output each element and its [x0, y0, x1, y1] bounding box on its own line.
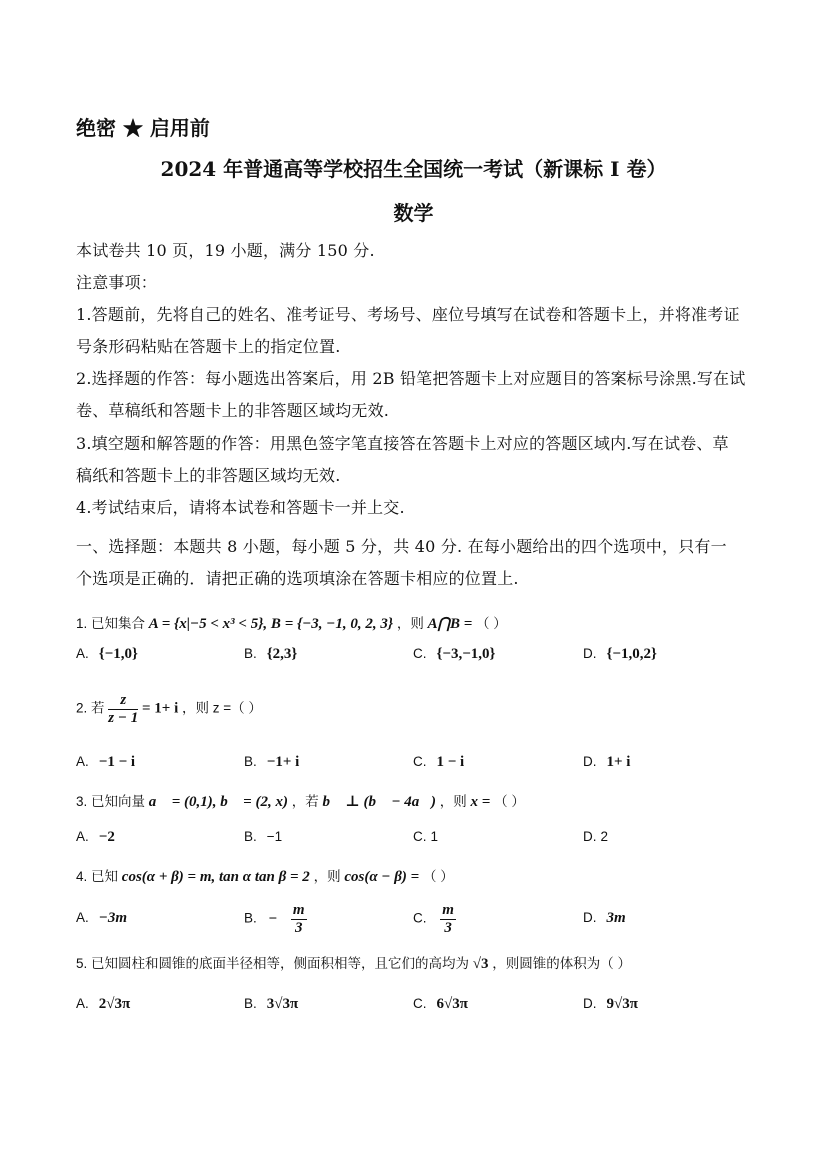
subject-title: 数学	[393, 201, 434, 225]
question-4	[76, 865, 454, 886]
q5-option-b: B. 3√3π	[244, 996, 299, 1012]
notice-1a: 1.答题前，先将自己的姓名、准考证号、考场号、座位号填写在试卷和答题卡上，并将准考证	[76, 305, 740, 324]
question-3-post2: ，则	[439, 794, 467, 809]
exam-summary: 本试卷共 10 页，19 小题，满分 150 分.	[76, 241, 375, 260]
q3-option-d: D. 2	[583, 829, 609, 844]
notice-2a: 2.选择题的作答：每小题选出答案后，用 2B 铅笔把答题卡上对应题目的答案标号涂黑.写在试	[76, 369, 746, 388]
section-heading-line2: 个选项是正确的．请把正确的选项填涂在答题卡相应的位置上.	[76, 569, 519, 588]
q1-option-a: A. {−1,0}	[76, 646, 138, 662]
q3-option-b: B. −1	[244, 829, 283, 844]
question-5	[76, 952, 631, 973]
q4-option-c: C. $\frac{m}{3}$	[413, 902, 454, 936]
question-4-post: ，则	[313, 869, 341, 884]
question-4-math: cos(α + β) = m, tan α tan β = 2	[121, 869, 310, 885]
question-3	[76, 790, 525, 811]
question-2-math: = 1+ i	[141, 700, 179, 717]
question-1-math: A = {x|−5 < x³ < 5}, B = {−3, −1, 0, 2, 3}	[148, 616, 394, 632]
question-3-math: a⃗ = (0,1), b⃗ = (2, x)	[148, 794, 288, 810]
question-2-fraction: $\frac{z}{z - 1}$	[108, 692, 139, 726]
notice-4: 4.考试结束后，请将本试卷和答题卡一并上交.	[76, 498, 405, 517]
question-3-stem: 3. 已知向量	[76, 794, 146, 809]
question-1-math2: A⋂B =	[427, 616, 473, 632]
q3-option-a: A. −2	[76, 829, 115, 845]
notice-3b: 稿纸和答题卡上的非答题区域均无效.	[76, 466, 341, 485]
notice-1b: 号条形码粘贴在答题卡上的指定位置.	[76, 337, 341, 356]
section-heading-line1: 一、选择题：本题共 8 小题，每小题 5 分，共 40 分. 在每小题给出的四个选项中，只有一	[76, 537, 727, 556]
question-5-math: √3	[472, 956, 489, 972]
question-1-post: ，则	[396, 616, 424, 631]
q5-option-c: C. 6√3π	[413, 996, 468, 1012]
question-3-math2: b⃗ ⊥ (b⃗ − 4a⃗)	[322, 794, 436, 810]
q4-option-b: B. − $\frac{m}{3}$	[244, 902, 305, 936]
q2-option-b: B. −1+ i	[244, 754, 300, 770]
q5-option-d: D. 9√3π	[583, 996, 638, 1012]
question-4-math2: cos(α − β) =	[344, 869, 420, 885]
q1-option-b: B. {2,3}	[244, 646, 298, 662]
q2-option-a: A. −1 − i	[76, 754, 136, 770]
question-5-post: ，则圆锥的体积为（ ）	[492, 956, 632, 971]
question-3-post: ，若	[291, 794, 319, 809]
question-2	[76, 692, 262, 726]
question-1	[76, 612, 507, 633]
question-4-stem: 4. 已知	[76, 869, 119, 884]
question-3-math3: x =	[470, 794, 491, 810]
q2-option-d: D. 1+ i	[583, 754, 631, 770]
q1-option-c: C. {−3,−1,0}	[413, 646, 496, 662]
notice-2b: 卷、草稿纸和答题卡上的非答题区域均无效.	[76, 401, 390, 420]
notice-3a: 3.填空题和解答题的作答：用黑色签字笔直接答在答题卡上对应的答题区域内.写在试卷、草	[76, 434, 729, 453]
question-1-tail: （ ）	[476, 616, 507, 631]
question-5-stem: 5. 已知圆柱和圆锥的底面半径相等，侧面积相等，且它们的高均为	[76, 956, 470, 971]
question-3-tail: （ ）	[494, 794, 525, 809]
q2-option-c: C. 1 − i	[413, 754, 465, 770]
question-1-stem: 1. 已知集合	[76, 616, 146, 631]
question-2-post: ，则 z =（ ）	[182, 700, 262, 716]
q4-option-a: A. −3m	[76, 910, 128, 926]
notice-title: 注意事项：	[76, 273, 158, 292]
q3-option-c: C. 1	[413, 829, 439, 844]
question-4-tail: （ ）	[422, 869, 454, 884]
question-2-stem: 2. 若	[76, 700, 105, 716]
exam-title: 2024 年普通高等学校招生全国统一考试（新课标 I 卷）	[160, 157, 667, 181]
q5-option-a: A. 2√3π	[76, 996, 131, 1012]
q1-option-d: D. {−1,0,2}	[583, 646, 657, 662]
confidential-mark: 绝密 ★ 启用前	[76, 116, 210, 140]
q4-option-d: D. 3m	[583, 910, 626, 926]
